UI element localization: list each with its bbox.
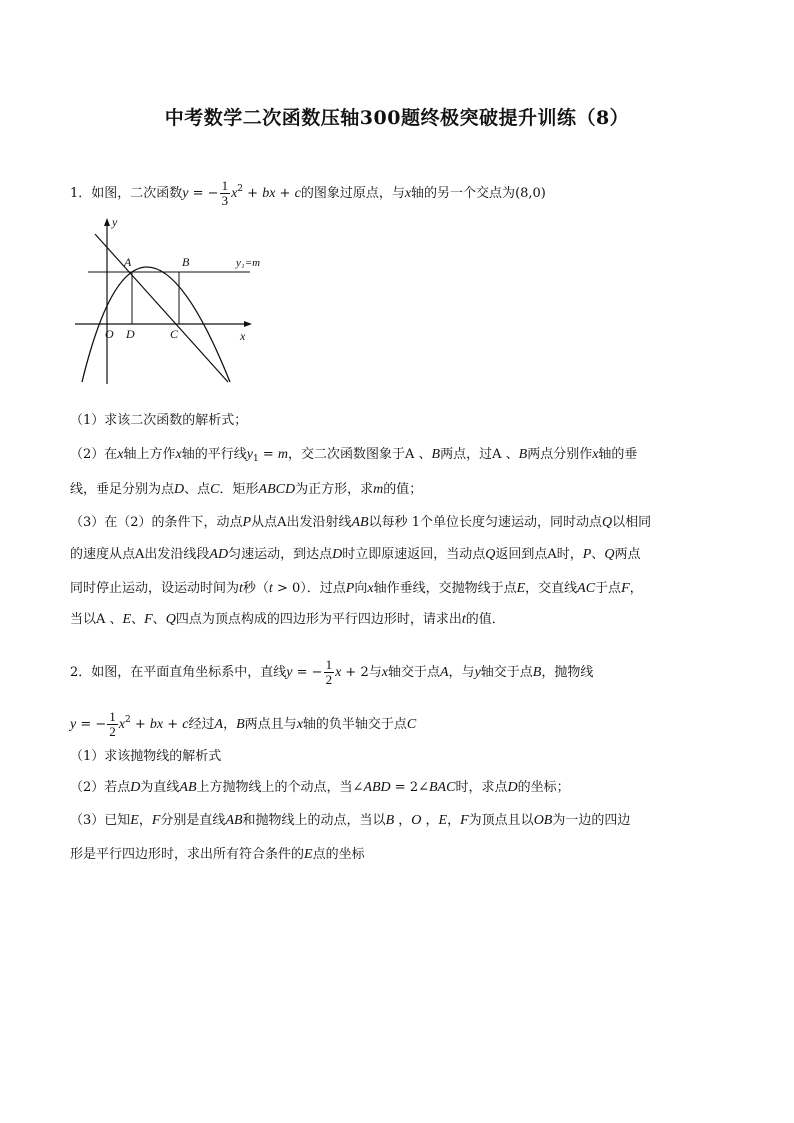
- y-axis-arrow: [104, 218, 110, 226]
- q1-part2-line2: 线，垂足分别为点D、点C．矩形ABCD为正方形，求m的值；: [70, 482, 423, 497]
- q2-part3-line2: 形是平行四边形时，求出所有符合条件的E点的坐标: [70, 847, 365, 862]
- q1-part2-line1: （2）在x轴上方作x轴的平行线$y_1 = m$，交二次函数图象于A 、B两点，过A 、B两点分别作x轴的垂: [70, 447, 638, 464]
- page-title: 中考数学二次函数压轴300题终极突破提升训练（8）: [164, 107, 630, 129]
- q1-intro: 1．如图，二次函数y = − $\frac{1}{3}$ $x^2$ + bx + c的图象过原点，与x轴的另一个交点为(8,0): [70, 178, 546, 208]
- label-line: y₁=m: [236, 257, 261, 269]
- q2-parabola-equation: y = − $\frac{1}{2}$ $x^2$ + bx + c经过A，B两点且与x轴的负半轴交于点C: [70, 709, 417, 739]
- q2-part2: （2）若点D为直线AB上方抛物线上的个动点，当∠ABD = 2∠BAC时，求点D的坐标；: [70, 780, 570, 795]
- q1-part3-line4: 当以A 、E、F、Q四点为顶点构成的四边形为平行四边形时，请求出t的值．: [70, 612, 505, 627]
- q1-part3-line3: 同时停止运动，设运动时间为t秒（t > 0）．过点P向x轴作垂线，交抛物线于点E，交直线AC于点F，: [70, 581, 643, 596]
- q1-part1: （1）求该二次函数的解析式；: [70, 413, 248, 428]
- label-b: B: [182, 255, 190, 269]
- label-c: C: [170, 327, 179, 341]
- q2-intro: 2．如图，在平面直角坐标系中，直线y = − $\frac{1}{2}$ x + 2与x轴交于点A，与y轴交于点B，抛物线: [70, 657, 594, 687]
- line-ac: [95, 234, 228, 382]
- q1-part3-line1: （3）在（2）的条件下，动点P从点A出发沿射线AB以每秒 1个单位长度匀速运动，同时动点Q以相同: [70, 515, 652, 530]
- label-y: y: [112, 215, 118, 229]
- label-d: D: [126, 327, 135, 341]
- q2-part1: （1）求该抛物线的解析式: [70, 749, 222, 764]
- label-x: x: [240, 329, 246, 343]
- q1-part3-line2: 的速度从点A出发沿线段AD匀速运动，到达点D时立即原速返回，当动点Q返回到点A时，P、Q两点: [70, 547, 641, 562]
- x-axis-arrow: [244, 321, 252, 327]
- label-o: O: [105, 327, 114, 341]
- parabola-figure: [70, 212, 280, 387]
- label-a: A: [124, 255, 132, 269]
- q2-part3-line1: （3）已知E，F分别是直线AB和抛物线上的动点，当以B ，O ，E，F为顶点且以OB为一边的四边: [70, 813, 631, 828]
